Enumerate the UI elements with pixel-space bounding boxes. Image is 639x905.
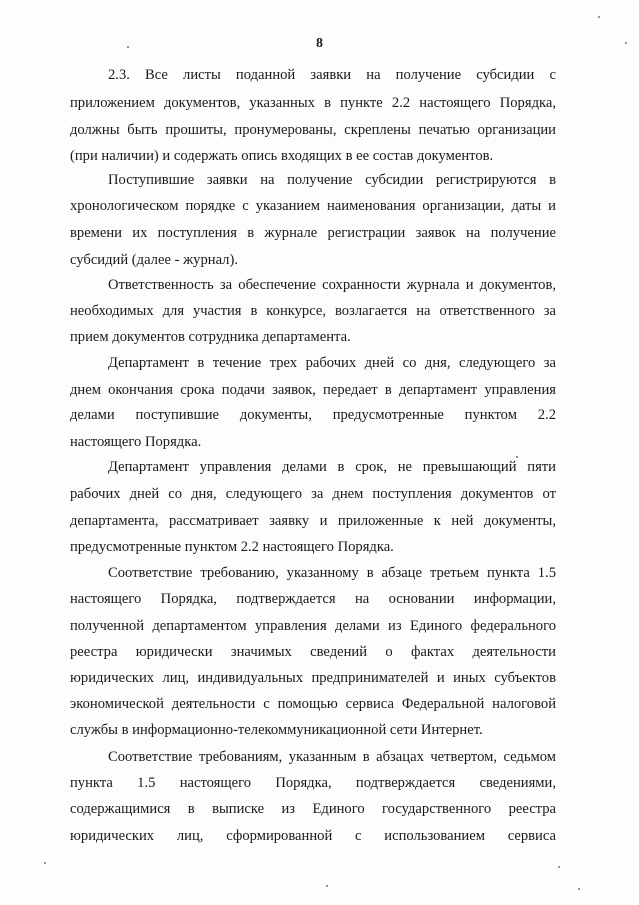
text-line: днем окончания срока подачи заявок, передает в департамент управления <box>70 382 556 398</box>
text-line: Поступившие заявки на получение субсидии регистрируются в <box>108 172 556 188</box>
text-line: Соответствие требованию, указанному в абзаце третьем пункта 1.5 <box>108 565 556 581</box>
text-line: юридических лиц, сформированной с использованием сервиса <box>70 828 556 844</box>
text-line: полученной департаментом управления делами из Единого федерального <box>70 618 556 634</box>
scan-speck <box>127 46 129 48</box>
text-line: (при наличии) и содержать опись входящих в ее состав документов. <box>70 148 494 164</box>
text-line: пункта 1.5 настоящего Порядка, подтверждается сведениями, <box>70 775 556 791</box>
text-line: приложением документов, указанных в пункте 2.2 настоящего Порядка, <box>70 95 556 111</box>
text-line: экономической деятельности с помощью сервиса Федеральной налоговой <box>70 696 556 712</box>
text-line: субсидий (далее - журнал). <box>70 252 238 268</box>
scan-speck <box>44 862 46 864</box>
text-line: настоящего Порядка. <box>70 434 202 450</box>
text-line: реестра юридически значимых сведений о фактах деятельности <box>70 644 556 660</box>
text-line: службы в информационно-телекоммуникационной сети Интернет. <box>70 722 483 738</box>
scan-speck <box>598 16 600 18</box>
text-line: прием документов сотрудника департамента. <box>70 329 351 345</box>
text-line: 2.3. Все листы поданной заявки на получение субсидии с <box>108 67 556 83</box>
scan-speck <box>578 888 580 890</box>
text-line: хронологическом порядке с указанием наименования организации, даты и <box>70 198 556 214</box>
scan-speck <box>326 885 328 887</box>
scan-speck <box>516 456 518 458</box>
scan-speck <box>558 866 560 868</box>
text-line: департамента, рассматривает заявку и приложенные к ней документы, <box>70 513 556 529</box>
page-number: 8 <box>316 36 323 51</box>
text-line: Департамент управления делами в срок, не превышающий пяти <box>108 459 556 475</box>
text-line: рабочих дней со дня, следующего за днем поступления документов от <box>70 486 556 502</box>
text-line: юридических лиц, индивидуальных предпринимателей и иных субъектов <box>70 670 556 686</box>
text-line: Соответствие требованиям, указанным в абзацах четвертом, седьмом <box>108 749 556 765</box>
text-line: необходимых для участия в конкурсе, возлагается на ответственного за <box>70 303 556 319</box>
text-line: настоящего Порядка, подтверждается на основании информации, <box>70 591 556 607</box>
text-line: Департамент в течение трех рабочих дней со дня, следующего за <box>108 355 556 371</box>
text-line: делами поступившие документы, предусмотренные пунктом 2.2 <box>70 407 556 423</box>
text-line: времени их поступления в журнале регистрации заявок на получение <box>70 225 556 241</box>
text-line: Ответственность за обеспечение сохранности журнала и документов, <box>108 277 556 293</box>
text-line: содержащимися в выписке из Единого государственного реестра <box>70 801 556 817</box>
scan-speck <box>625 42 627 44</box>
text-line: предусмотренные пунктом 2.2 настоящего Порядка. <box>70 539 394 555</box>
text-line: должны быть прошиты, пронумерованы, скреплены печатью организации <box>70 122 556 138</box>
